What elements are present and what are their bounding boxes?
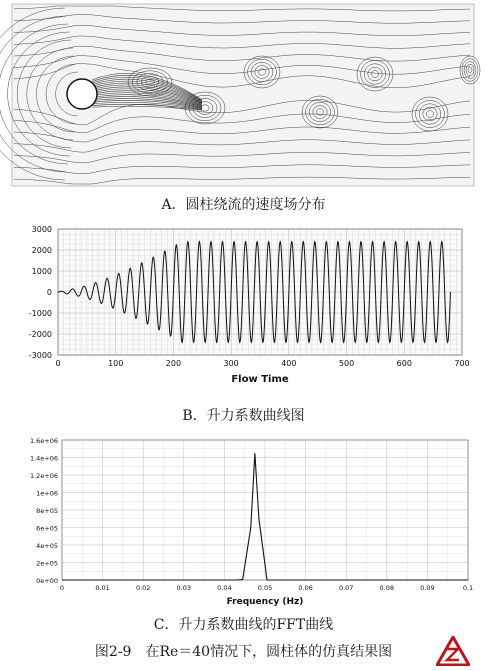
- x-tick-label: 0.01: [95, 584, 110, 592]
- cylinder: [67, 79, 97, 109]
- y-tick-label: 2000: [31, 246, 52, 255]
- y-tick-label: 1.4e+06: [29, 454, 58, 463]
- panel-c-caption: C．升力系数曲线的FFT曲线: [153, 617, 334, 633]
- x-axis-label: Frequency (Hz): [226, 597, 304, 607]
- x-axis-label: Flow Time: [231, 374, 289, 385]
- y-tick-label: 1000: [31, 267, 52, 276]
- x-tick-label: 0.09: [420, 584, 435, 592]
- x-tick-label: 0.07: [338, 584, 354, 592]
- x-tick-label: 0.04: [217, 584, 232, 592]
- figure-caption: 图2-9 在Re＝40情况下，圆柱体的仿真结果图: [94, 644, 393, 660]
- x-tick-label: 600: [396, 359, 412, 368]
- x-tick-label: 0: [59, 584, 65, 592]
- y-tick-label: 0: [46, 288, 52, 297]
- y-tick-label: 1e+06: [36, 489, 58, 498]
- panel-b: [0, 215, 487, 430]
- y-tick-label: 8e+05: [36, 507, 58, 515]
- y-tick-label: 4e+05: [36, 542, 58, 550]
- lift-coefficient-chart: [0, 215, 487, 397]
- y-tick-label: 1.6e+06: [29, 437, 58, 445]
- y-tick-label: -1000: [28, 309, 52, 318]
- y-tick-label: -2000: [28, 330, 52, 339]
- fft-chart: [0, 430, 487, 610]
- panel-c: [0, 430, 487, 635]
- x-tick-label: 0.08: [379, 584, 395, 592]
- x-tick-label: 0: [55, 359, 61, 368]
- publisher-logo-icon: [436, 636, 470, 666]
- x-tick-label: 100: [108, 359, 124, 368]
- x-tick-label: 0.06: [298, 584, 313, 592]
- y-tick-label: 1.2e+06: [29, 472, 58, 480]
- x-tick-label: 200: [165, 359, 182, 368]
- x-tick-label: 700: [454, 359, 470, 368]
- x-tick-label: 300: [223, 359, 239, 368]
- panel-a: [0, 0, 487, 215]
- panel-a-caption: A．圆柱绕流的速度场分布: [161, 197, 326, 213]
- y-tick-label: 6e+05: [36, 524, 58, 533]
- y-tick-label: 2e+05: [36, 559, 58, 568]
- y-tick-label: 0e+00: [36, 577, 58, 585]
- x-tick-label: 0.05: [257, 584, 273, 592]
- panel-b-caption: B．升力系数曲线图: [182, 408, 305, 424]
- x-tick-label: 400: [281, 359, 297, 368]
- x-tick-label: 500: [338, 359, 355, 368]
- velocity-field-image: [0, 0, 487, 190]
- x-tick-label: 0.1: [462, 584, 474, 592]
- x-tick-label: 0.02: [135, 584, 151, 592]
- x-tick-label: 0.03: [176, 584, 192, 592]
- y-tick-label: 3000: [31, 225, 52, 234]
- y-tick-label: -3000: [28, 351, 52, 360]
